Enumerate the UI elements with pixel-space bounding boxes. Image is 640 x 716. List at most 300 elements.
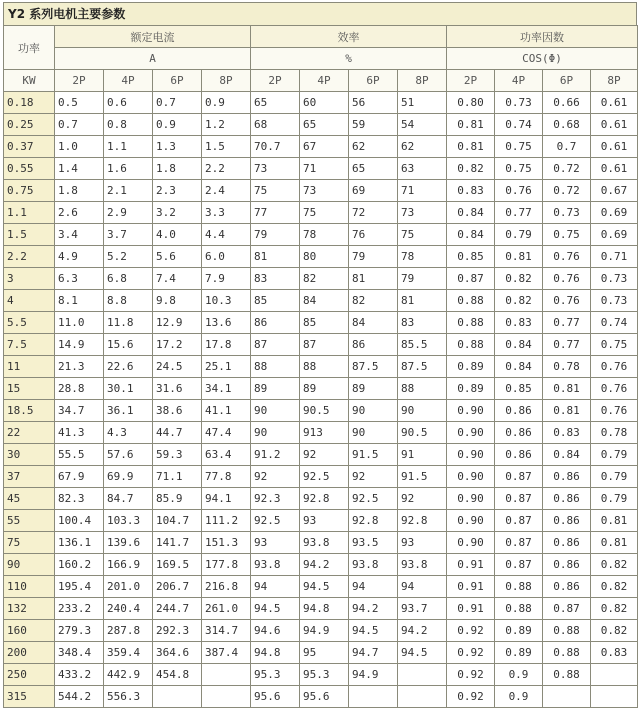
efficiency-cell: 92.8 (300, 488, 349, 510)
power-cell: 22 (4, 422, 55, 444)
current-cell: 195.4 (55, 576, 104, 598)
pole-header: 4P (300, 70, 349, 92)
spec-sheet (3, 2, 637, 708)
power-factor-cell: 0.74 (495, 114, 543, 136)
current-cell: 233.2 (55, 598, 104, 620)
power-factor-cell: 0.75 (543, 224, 591, 246)
efficiency-cell: 92 (300, 444, 349, 466)
efficiency-cell: 84 (300, 290, 349, 312)
power-factor-cell: 0.85 (495, 378, 543, 400)
power-cell: 45 (4, 488, 55, 510)
power-factor-cell: 0.88 (447, 290, 495, 312)
power-factor-cell: 0.82 (591, 620, 638, 642)
power-factor-cell: 0.80 (447, 92, 495, 114)
efficiency-cell: 94.9 (300, 620, 349, 642)
power-factor-cell: 0.87 (543, 598, 591, 620)
power-factor-cell: 0.84 (447, 202, 495, 224)
power-header: 功率 (4, 26, 55, 70)
current-cell: 177.8 (202, 554, 251, 576)
current-cell: 141.7 (153, 532, 202, 554)
current-cell: 34.7 (55, 400, 104, 422)
power-factor-cell: 0.81 (447, 114, 495, 136)
header-row-groups (4, 26, 638, 48)
efficiency-cell: 71 (300, 158, 349, 180)
power-factor-cell: 0.9 (495, 686, 543, 708)
current-cell: 2.1 (104, 180, 153, 202)
current-cell: 1.4 (55, 158, 104, 180)
power-factor-cell: 0.76 (543, 246, 591, 268)
power-factor-cell: 0.81 (447, 136, 495, 158)
power-cell: 1.5 (4, 224, 55, 246)
efficiency-cell: 92.8 (349, 510, 398, 532)
power-cell: 160 (4, 620, 55, 642)
current-cell: 67.9 (55, 466, 104, 488)
power-factor-cell: 0.90 (447, 510, 495, 532)
power-factor-cell: 0.69 (591, 202, 638, 224)
efficiency-header: 效率 (251, 26, 447, 48)
power-factor-cell: 0.73 (495, 92, 543, 114)
current-cell: 3.7 (104, 224, 153, 246)
power-factor-cell: 0.78 (543, 356, 591, 378)
power-factor-cell: 0.84 (495, 334, 543, 356)
current-cell: 38.6 (153, 400, 202, 422)
efficiency-cell: 85 (300, 312, 349, 334)
power-factor-cell: 0.75 (495, 158, 543, 180)
efficiency-cell: 92.5 (349, 488, 398, 510)
current-unit: A (55, 48, 251, 70)
power-factor-cell: 0.61 (591, 92, 638, 114)
power-factor-cell: 0.87 (495, 554, 543, 576)
power-cell: 30 (4, 444, 55, 466)
power-factor-cell: 0.79 (591, 444, 638, 466)
power-factor-cell: 0.81 (495, 246, 543, 268)
power-factor-cell: 0.79 (591, 466, 638, 488)
efficiency-cell: 92 (251, 466, 300, 488)
current-cell: 7.4 (153, 268, 202, 290)
power-factor-cell: 0.66 (543, 92, 591, 114)
pole-header: 4P (495, 70, 543, 92)
current-header: 额定电流 (55, 26, 251, 48)
power-factor-cell: 0.86 (543, 488, 591, 510)
power-factor-cell: 0.92 (447, 620, 495, 642)
power-cell: 0.25 (4, 114, 55, 136)
efficiency-cell (398, 664, 447, 686)
power-factor-cell: 0.76 (543, 290, 591, 312)
current-cell: 63.4 (202, 444, 251, 466)
efficiency-cell: 94.8 (300, 598, 349, 620)
efficiency-cell: 92.8 (398, 510, 447, 532)
efficiency-cell: 91.5 (398, 466, 447, 488)
efficiency-cell: 95.3 (251, 664, 300, 686)
efficiency-cell: 95.3 (300, 664, 349, 686)
power-factor-cell: 0.87 (495, 466, 543, 488)
current-cell: 0.9 (153, 114, 202, 136)
table-row (4, 334, 638, 356)
power-factor-header: 功率因数 (447, 26, 638, 48)
efficiency-cell: 94.5 (398, 642, 447, 664)
current-cell: 14.9 (55, 334, 104, 356)
table-row (4, 290, 638, 312)
current-cell: 139.6 (104, 532, 153, 554)
power-factor-cell: 0.92 (447, 642, 495, 664)
table-row (4, 488, 638, 510)
power-factor-cell: 0.82 (591, 598, 638, 620)
efficiency-cell: 94 (398, 576, 447, 598)
efficiency-cell: 88 (398, 378, 447, 400)
current-cell: 77.8 (202, 466, 251, 488)
power-factor-cell: 0.82 (495, 290, 543, 312)
power-factor-cell: 0.82 (591, 554, 638, 576)
current-cell: 292.3 (153, 620, 202, 642)
current-cell: 169.5 (153, 554, 202, 576)
power-cell: 1.1 (4, 202, 55, 224)
current-cell: 34.1 (202, 378, 251, 400)
table-row (4, 268, 638, 290)
power-factor-cell: 0.88 (543, 642, 591, 664)
table-row (4, 224, 638, 246)
power-cell: 0.37 (4, 136, 55, 158)
current-cell: 1.2 (202, 114, 251, 136)
efficiency-cell: 92.5 (251, 510, 300, 532)
power-factor-unit: COS(Φ) (447, 48, 638, 70)
table-row (4, 356, 638, 378)
current-cell: 216.8 (202, 576, 251, 598)
current-cell: 454.8 (153, 664, 202, 686)
current-cell: 4.9 (55, 246, 104, 268)
table-title: Y2 系列电机主要参数 (3, 2, 637, 25)
power-cell: 18.5 (4, 400, 55, 422)
table-row (4, 158, 638, 180)
power-factor-cell: 0.83 (495, 312, 543, 334)
efficiency-cell: 94.5 (251, 598, 300, 620)
efficiency-cell: 913 (300, 422, 349, 444)
current-cell: 21.3 (55, 356, 104, 378)
power-cell: 7.5 (4, 334, 55, 356)
power-cell: 250 (4, 664, 55, 686)
current-cell: 0.5 (55, 92, 104, 114)
power-factor-cell: 0.73 (543, 202, 591, 224)
power-factor-cell: 0.86 (495, 444, 543, 466)
current-cell: 111.2 (202, 510, 251, 532)
power-factor-cell: 0.77 (543, 334, 591, 356)
efficiency-cell: 94.6 (251, 620, 300, 642)
efficiency-cell: 94.9 (349, 664, 398, 686)
current-cell: 36.1 (104, 400, 153, 422)
current-cell: 1.1 (104, 136, 153, 158)
current-cell: 442.9 (104, 664, 153, 686)
header-row-units (4, 48, 638, 70)
power-factor-cell: 0.88 (495, 576, 543, 598)
efficiency-cell: 94.8 (251, 642, 300, 664)
power-factor-cell: 0.76 (495, 180, 543, 202)
power-cell: 0.18 (4, 92, 55, 114)
current-cell: 5.6 (153, 246, 202, 268)
efficiency-cell: 94.2 (398, 620, 447, 642)
current-cell: 240.4 (104, 598, 153, 620)
current-cell: 1.8 (55, 180, 104, 202)
current-cell: 31.6 (153, 378, 202, 400)
pole-header: 6P (543, 70, 591, 92)
power-factor-cell: 0.82 (591, 576, 638, 598)
efficiency-cell: 94.2 (349, 598, 398, 620)
efficiency-cell: 89 (300, 378, 349, 400)
power-cell: 315 (4, 686, 55, 708)
power-factor-cell: 0.87 (495, 532, 543, 554)
current-cell: 0.7 (153, 92, 202, 114)
efficiency-cell: 88 (300, 356, 349, 378)
current-cell: 3.3 (202, 202, 251, 224)
current-cell: 71.1 (153, 466, 202, 488)
efficiency-cell: 92.3 (251, 488, 300, 510)
efficiency-cell: 95.6 (300, 686, 349, 708)
table-row (4, 532, 638, 554)
efficiency-cell: 91.2 (251, 444, 300, 466)
power-factor-cell: 0.90 (447, 444, 495, 466)
efficiency-cell: 87.5 (349, 356, 398, 378)
power-factor-cell: 0.83 (543, 422, 591, 444)
power-factor-cell: 0.81 (591, 510, 638, 532)
power-factor-cell: 0.82 (447, 158, 495, 180)
efficiency-cell: 62 (398, 136, 447, 158)
efficiency-cell: 92 (349, 466, 398, 488)
current-cell: 5.2 (104, 246, 153, 268)
efficiency-cell: 82 (300, 268, 349, 290)
power-factor-cell: 0.90 (447, 400, 495, 422)
efficiency-cell: 94.2 (300, 554, 349, 576)
efficiency-cell: 81 (349, 268, 398, 290)
efficiency-cell: 78 (300, 224, 349, 246)
efficiency-cell: 77 (251, 202, 300, 224)
current-cell: 136.1 (55, 532, 104, 554)
current-cell: 47.4 (202, 422, 251, 444)
current-cell: 1.8 (153, 158, 202, 180)
efficiency-cell: 76 (349, 224, 398, 246)
current-cell (153, 686, 202, 708)
efficiency-cell: 90.5 (300, 400, 349, 422)
efficiency-cell: 78 (398, 246, 447, 268)
current-cell: 57.6 (104, 444, 153, 466)
current-cell: 104.7 (153, 510, 202, 532)
power-factor-cell: 0.67 (591, 180, 638, 202)
efficiency-cell: 82 (349, 290, 398, 312)
current-cell: 0.6 (104, 92, 153, 114)
current-cell: 41.1 (202, 400, 251, 422)
efficiency-cell: 81 (398, 290, 447, 312)
efficiency-cell: 94.5 (349, 620, 398, 642)
efficiency-cell: 95 (300, 642, 349, 664)
power-factor-cell: 0.82 (495, 268, 543, 290)
power-factor-cell: 0.79 (495, 224, 543, 246)
power-factor-cell: 0.76 (591, 378, 638, 400)
efficiency-cell: 62 (349, 136, 398, 158)
table-row (4, 510, 638, 532)
power-factor-cell: 0.73 (591, 290, 638, 312)
current-cell: 103.3 (104, 510, 153, 532)
efficiency-cell: 93.8 (300, 532, 349, 554)
table-row (4, 576, 638, 598)
power-cell: 11 (4, 356, 55, 378)
efficiency-cell: 83 (251, 268, 300, 290)
current-cell: 4.3 (104, 422, 153, 444)
current-cell: 100.4 (55, 510, 104, 532)
current-cell: 314.7 (202, 620, 251, 642)
header-row-poles (4, 70, 638, 92)
current-cell: 12.9 (153, 312, 202, 334)
efficiency-cell: 92.5 (300, 466, 349, 488)
current-cell: 4.4 (202, 224, 251, 246)
power-cell: 200 (4, 642, 55, 664)
efficiency-cell: 81 (251, 246, 300, 268)
power-factor-cell: 0.76 (591, 356, 638, 378)
current-cell: 7.9 (202, 268, 251, 290)
efficiency-cell: 80 (300, 246, 349, 268)
table-row (4, 246, 638, 268)
efficiency-cell: 75 (300, 202, 349, 224)
power-factor-cell: 0.88 (543, 664, 591, 686)
power-factor-cell: 0.81 (543, 378, 591, 400)
current-cell: 261.0 (202, 598, 251, 620)
efficiency-cell: 70.7 (251, 136, 300, 158)
current-cell: 8.8 (104, 290, 153, 312)
current-cell: 556.3 (104, 686, 153, 708)
power-factor-cell: 0.88 (447, 334, 495, 356)
current-cell: 0.8 (104, 114, 153, 136)
current-cell: 364.6 (153, 642, 202, 664)
table-row (4, 664, 638, 686)
current-cell: 28.8 (55, 378, 104, 400)
efficiency-cell: 86 (349, 334, 398, 356)
efficiency-cell: 84 (349, 312, 398, 334)
power-factor-cell: 0.79 (591, 488, 638, 510)
efficiency-cell: 68 (251, 114, 300, 136)
efficiency-cell: 56 (349, 92, 398, 114)
table-body (4, 92, 638, 708)
power-cell: 15 (4, 378, 55, 400)
power-cell: 3 (4, 268, 55, 290)
efficiency-cell: 94.5 (300, 576, 349, 598)
pole-header: 4P (104, 70, 153, 92)
current-cell: 387.4 (202, 642, 251, 664)
current-cell: 17.2 (153, 334, 202, 356)
efficiency-cell: 79 (349, 246, 398, 268)
efficiency-cell: 93.8 (349, 554, 398, 576)
current-cell: 160.2 (55, 554, 104, 576)
efficiency-cell: 94.7 (349, 642, 398, 664)
current-cell: 2.4 (202, 180, 251, 202)
current-cell: 166.9 (104, 554, 153, 576)
efficiency-cell: 90 (251, 400, 300, 422)
power-factor-cell: 0.61 (591, 136, 638, 158)
power-factor-cell: 0.84 (543, 444, 591, 466)
table-row (4, 180, 638, 202)
power-factor-cell: 0.83 (447, 180, 495, 202)
efficiency-cell: 90 (398, 400, 447, 422)
current-cell: 6.8 (104, 268, 153, 290)
power-factor-cell: 0.86 (543, 576, 591, 598)
pole-header: 2P (55, 70, 104, 92)
current-cell: 69.9 (104, 466, 153, 488)
efficiency-cell: 95.6 (251, 686, 300, 708)
current-cell: 85.9 (153, 488, 202, 510)
efficiency-cell: 91.5 (349, 444, 398, 466)
current-cell: 201.0 (104, 576, 153, 598)
current-cell: 41.3 (55, 422, 104, 444)
power-factor-cell: 0.71 (591, 246, 638, 268)
power-factor-cell: 0.86 (543, 554, 591, 576)
power-factor-cell: 0.75 (495, 136, 543, 158)
pole-header: 6P (349, 70, 398, 92)
current-cell: 544.2 (55, 686, 104, 708)
efficiency-cell: 85.5 (398, 334, 447, 356)
table-row (4, 444, 638, 466)
current-cell: 4.0 (153, 224, 202, 246)
efficiency-cell: 88 (251, 356, 300, 378)
power-cell: 37 (4, 466, 55, 488)
efficiency-cell: 73 (300, 180, 349, 202)
efficiency-cell: 87 (300, 334, 349, 356)
current-cell: 22.6 (104, 356, 153, 378)
power-factor-cell: 0.77 (495, 202, 543, 224)
efficiency-cell: 60 (300, 92, 349, 114)
power-unit: KW (4, 70, 55, 92)
power-factor-cell: 0.86 (495, 422, 543, 444)
current-cell: 82.3 (55, 488, 104, 510)
efficiency-cell: 90 (251, 422, 300, 444)
current-cell: 2.6 (55, 202, 104, 224)
efficiency-cell: 83 (398, 312, 447, 334)
efficiency-cell: 93.7 (398, 598, 447, 620)
current-cell: 2.3 (153, 180, 202, 202)
table-row (4, 378, 638, 400)
efficiency-cell: 93.8 (251, 554, 300, 576)
efficiency-cell: 71 (398, 180, 447, 202)
power-factor-cell: 0.89 (447, 356, 495, 378)
table-row (4, 202, 638, 224)
power-factor-cell: 0.81 (543, 400, 591, 422)
current-cell: 55.5 (55, 444, 104, 466)
current-cell: 151.3 (202, 532, 251, 554)
table-row (4, 642, 638, 664)
power-factor-cell: 0.68 (543, 114, 591, 136)
table-row (4, 620, 638, 642)
pole-header: 2P (447, 70, 495, 92)
power-cell: 2.2 (4, 246, 55, 268)
pole-header: 8P (398, 70, 447, 92)
power-cell: 132 (4, 598, 55, 620)
table-row (4, 114, 638, 136)
efficiency-cell: 59 (349, 114, 398, 136)
current-cell (202, 686, 251, 708)
power-factor-cell (591, 664, 638, 686)
current-cell: 244.7 (153, 598, 202, 620)
current-cell (202, 664, 251, 686)
power-cell: 110 (4, 576, 55, 598)
power-factor-cell: 0.88 (495, 598, 543, 620)
current-cell: 1.0 (55, 136, 104, 158)
efficiency-cell: 91 (398, 444, 447, 466)
current-cell: 3.2 (153, 202, 202, 224)
efficiency-cell: 90.5 (398, 422, 447, 444)
power-factor-cell: 0.76 (543, 268, 591, 290)
power-factor-cell: 0.74 (591, 312, 638, 334)
efficiency-cell: 75 (398, 224, 447, 246)
power-cell: 5.5 (4, 312, 55, 334)
motor-params-table (3, 25, 638, 708)
table-row (4, 686, 638, 708)
power-factor-cell: 0.89 (495, 620, 543, 642)
pole-header: 8P (591, 70, 638, 92)
efficiency-cell: 93 (300, 510, 349, 532)
